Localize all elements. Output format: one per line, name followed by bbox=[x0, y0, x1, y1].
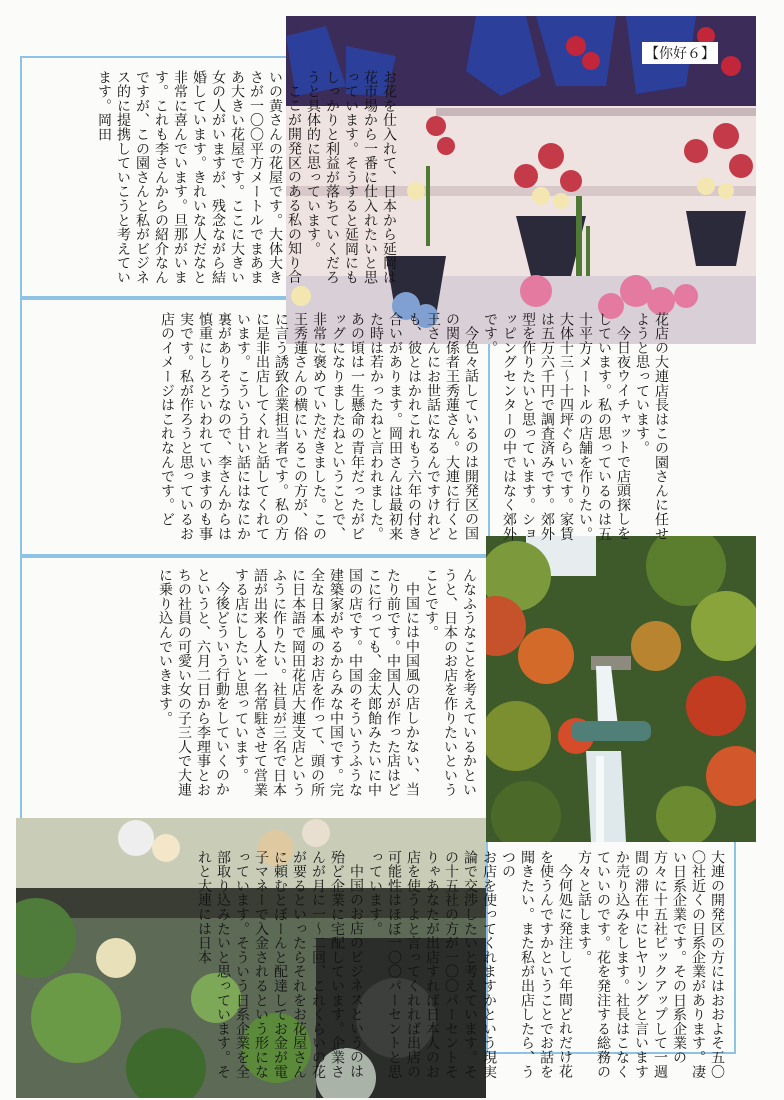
photo-label: 【你好６】 bbox=[642, 42, 718, 64]
article-column-middle bbox=[30, 312, 670, 544]
article-column-bottom-right bbox=[30, 850, 726, 1082]
paragraph: 中国のお店のビジネスというのは殆ど企業に宅配しています。企業さんが月に一〜二回、これくらいの花が要るといったらそれをお花屋さんに頼むとぼーんと配達してお金が電子マネーで入金されるという形になっています。そういう日系企業を全部取り込みたいと思っています。それと大連には日本 bbox=[196, 850, 364, 1079]
paragraph: ここが開発区のある私の知り合いの黄さんの花屋です。大体大きさが一〇〇平方メートルでまあまあ大きい花屋です。ここに大きい女の人がいますが、残念ながら結婚しています。きれいな人だなと非常に喜んでいます。旦那がいます。これも李さんからの紹介なんですが、この園さんと私がビジネス的に提携していこうと考えています。岡田 bbox=[96, 70, 302, 285]
paragraph: んなふうなことを考えているかというと、日本のお店を作りたいということです。 bbox=[423, 568, 477, 797]
paragraph: 今後どういう行動をしていくのかというと、六月二日から李理事とおちの社員の可愛い女の子三人で大連に乗り込んでいきます。 bbox=[157, 568, 230, 797]
paragraph: お店を使ってくれますかという現実論で交渉したいと考えています。その十五社の方が一〇〇パーセントそりゃあなたが出店すれば日本人のお店を使うよと言ってくれれば出店の可能性はほぼ一〇〇パーセントと思っています。 bbox=[367, 850, 497, 1079]
paragraph: 今日夜ウイチャットで店頭探しをしています。私の思っているのは五十平方メートルの店舗を作りたい。大体十三〜十四坪ぐらいです。家賃は五万六千円で調査済みです。郊外型を作りたいと思っています。ショッピングセンターの中ではなく郊外です。 bbox=[482, 312, 631, 541]
waterfall-illustration bbox=[486, 536, 756, 842]
article-column-top-left bbox=[30, 70, 398, 296]
paragraph: 今色々話しているのは開発区の国の関係者王秀蓮さん。大連に行くと王さんにお世話になるんですけれども、彼とはかれこれもう六年の付き合いがあります。岡田さんは最初来た時は若かったねと言われました。あの頃は一生懸命の青年だったがビッグになりましたねということで、非常に褒めていただきました。この王秀蓮さんの横にいるこの方が、俗に言う誘致企業担当者です。私の方に是非出店してくれと話してくれています。こういう甘い話にはなにか裏がありそうなので、李さんからは慎重にしろといわれていますのも事実です。私が作ろうと思っているお店のイメージはこれなんです。ど bbox=[159, 312, 479, 541]
paragraph: お花を仕入れて、日本から延岡は花市場から一番に仕入れたいと思っています。そうすると延岡にもしっかりと利益が落ちていくだろうと具体的に思っています。 bbox=[305, 70, 397, 285]
waterfall-photo bbox=[486, 536, 756, 842]
paragraph: 大連の開発区の方にはおおよそ五〇〇社近くの日系企業があります。凄い日系企業です。その日系企業の方々に十五社ピックアップして一週間の滞在中にヒヤリングと言いますか売り込みをします。社長はこなくていいのです。花を発注する総務の方々と話します。 bbox=[576, 850, 725, 1079]
paragraph: 中国には中国風の店しかない、当たり前です。中国人が作った店はどこに行っても、金太郎飴みたいに中国の店です。中国のそういうふうな建築家がやるからみな中国です。完全な日本風のお店を作って、頭の所に日本語で岡田花店大連支店というふうに作りたい。社員が三名で日本語が出来る人を一名常駐させて営業する店にしたいと思っています。 bbox=[233, 568, 420, 797]
paragraph: 花店の大連店長はこの園さんに任せようと思っています。 bbox=[634, 312, 669, 541]
paragraph: 今何処に発注して年間どれだけ花を使うんですかということでお話を聞きたい。また私が出店したら、うつの bbox=[500, 850, 573, 1079]
article-column-lower-left bbox=[48, 568, 478, 808]
